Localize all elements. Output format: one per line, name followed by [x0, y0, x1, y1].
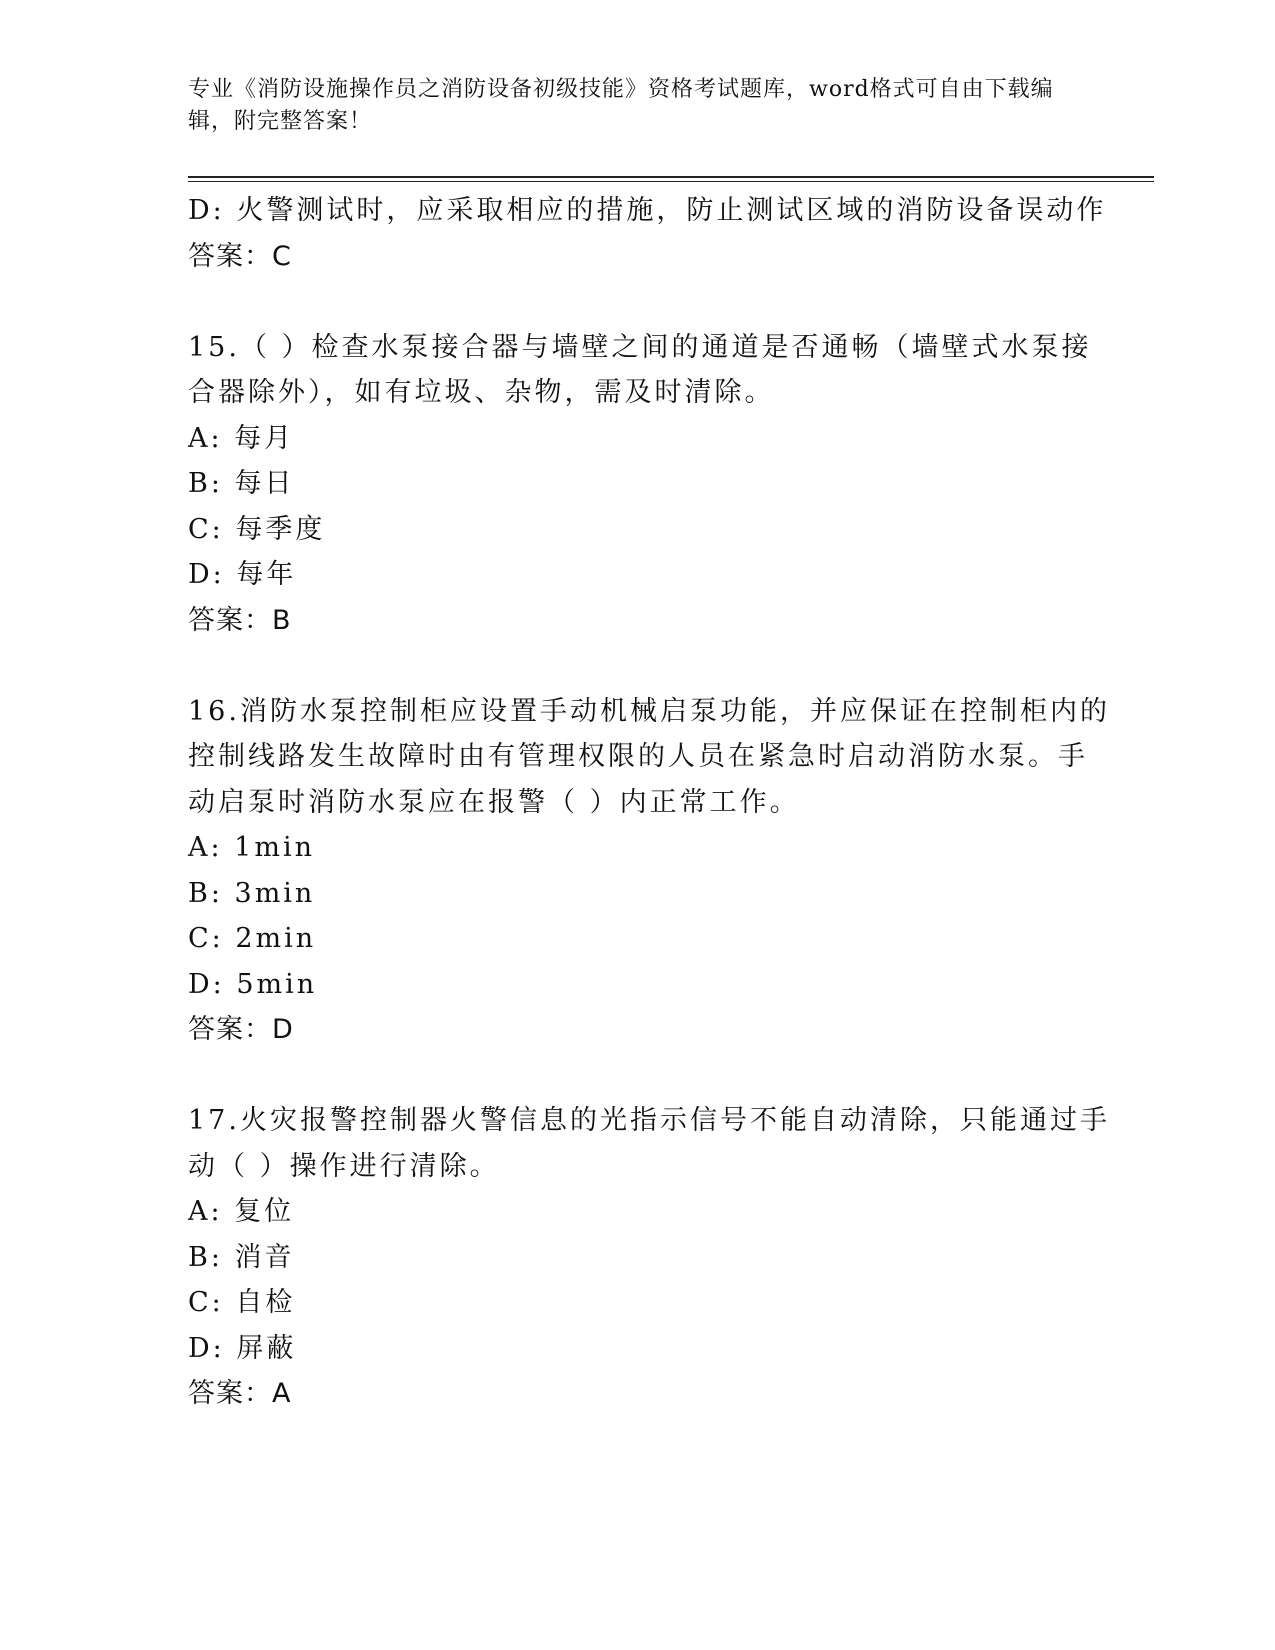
option-c: C: 自检 — [188, 1287, 296, 1318]
question-15 — [188, 325, 1092, 644]
option-c: C: 每季度 — [188, 513, 326, 545]
option-b: B: 每日 — [188, 468, 295, 499]
question-stem-line: 控制线路发生故障时由有管理权限的人员在紧急时启动消防水泵。手 — [188, 741, 1088, 772]
question-16 — [188, 689, 1110, 1053]
previous-question-continuation — [188, 188, 1107, 279]
option-b: B: 消音 — [188, 1241, 295, 1273]
option-b: B: 3min — [188, 877, 316, 909]
question-list — [188, 188, 1110, 1417]
option-d: D: 5min — [188, 968, 318, 1000]
question-stem-line: 动启泵时消防水泵应在报警（ ）内正常工作。 — [188, 786, 800, 818]
spacer — [188, 643, 1078, 689]
question-stem-line: 动（ ）操作进行清除。 — [188, 1150, 500, 1182]
option-d: D: 火警测试时，应采取相应的措施，防止测试区域的消防设备误动作 — [188, 195, 1107, 226]
question-stem-line: 16.消防水泵控制柜应设置手动机械启泵功能，并应保证在控制柜内的 — [188, 695, 1110, 727]
option-a: A: 每月 — [188, 422, 295, 454]
option-d: D: 每年 — [188, 559, 297, 590]
question-17 — [188, 1098, 1110, 1417]
question-stem-line: 15.（ ）检查水泵接合器与墙壁之间的通道是否通畅（墙壁式水泵接 — [188, 331, 1092, 363]
question-stem-line: 合器除外），如有垃圾、杂物，需及时清除。 — [188, 377, 775, 408]
spacer — [188, 279, 1078, 325]
header-rule-thin — [188, 181, 1154, 182]
answer: 答案：A — [188, 1378, 292, 1409]
option-c: C: 2min — [188, 923, 317, 954]
answer: 答案：B — [188, 604, 292, 636]
question-stem-line: 17.火灾报警控制器火警信息的光指示信号不能自动清除，只能通过手 — [188, 1105, 1110, 1136]
option-a: A: 1min — [188, 832, 315, 863]
answer: 答案：D — [188, 1014, 294, 1045]
spacer — [188, 1053, 1078, 1099]
option-a: A: 复位 — [188, 1196, 295, 1227]
answer: 答案：C — [188, 240, 292, 272]
document-header: 专业《消防设施操作员之消防设备初级技能》资格考试题库，word格式可自由下载编辑，附完整答案！ — [188, 77, 1054, 134]
option-d: D: 屏蔽 — [188, 1332, 297, 1364]
header-rule-thick — [188, 176, 1154, 178]
